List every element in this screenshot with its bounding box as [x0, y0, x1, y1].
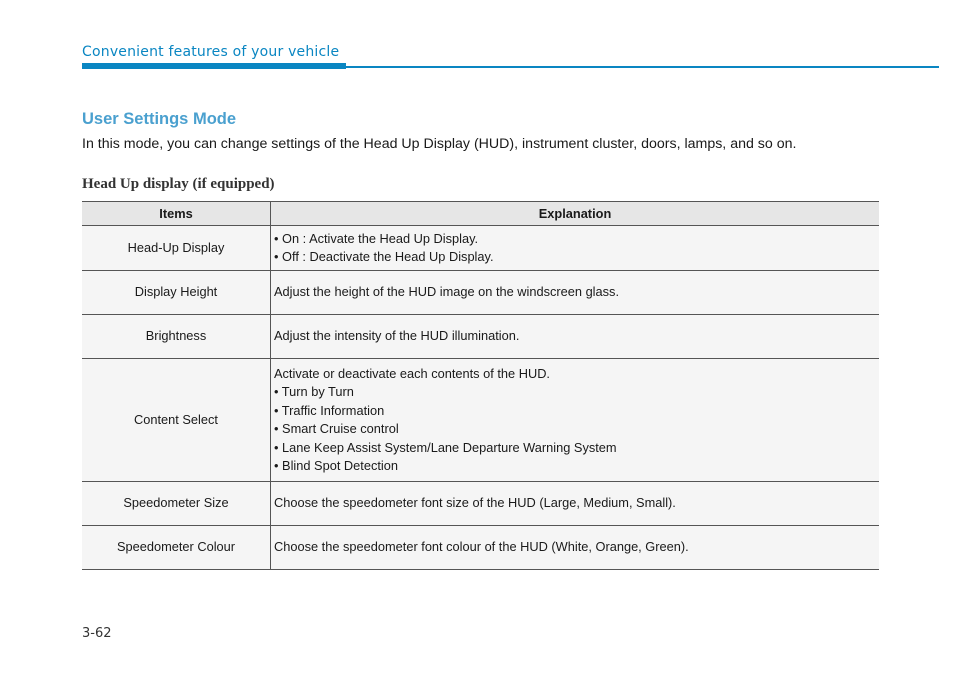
explanation-cell	[271, 271, 880, 315]
item-cell: Head-Up Display	[82, 226, 271, 271]
chapter-rule-thick	[82, 63, 346, 69]
chapter-header: Convenient features of your vehicle	[82, 44, 340, 60]
explanation-cell	[271, 359, 880, 482]
chapter-rule-thin	[346, 66, 939, 68]
section-intro: In this mode, you can change settings of the Head Up Display (HUD), instrument cluster, doors, lamps, and so on.	[82, 136, 797, 152]
explanation-line: • On : Activate the Head Up Display.	[274, 230, 479, 246]
table-row	[82, 315, 879, 359]
page-number: 3-62	[82, 626, 112, 641]
column-header-explanation: Explanation	[271, 202, 880, 226]
item-cell: Speedometer Size	[82, 482, 271, 526]
explanation-cell	[271, 526, 880, 570]
section-title: User Settings Mode	[82, 110, 237, 128]
table-row	[82, 271, 879, 315]
explanation-line: • Lane Keep Assist System/Lane Departure Warning System	[274, 439, 617, 455]
subsection-title: Head Up display (if equipped)	[82, 176, 275, 192]
explanation-line: Adjust the height of the HUD image on the windscreen glass.	[274, 284, 619, 300]
explanation-line: • Turn by Turn	[274, 384, 354, 399]
table-row	[82, 359, 879, 482]
item-cell: Content Select	[82, 359, 271, 482]
explanation-cell	[271, 226, 880, 271]
table-header-row	[82, 202, 879, 226]
explanation-line: Choose the speedometer font colour of the HUD (White, Orange, Green).	[274, 539, 689, 555]
table-row	[82, 482, 879, 526]
item-cell: Display Height	[82, 271, 271, 315]
column-header-items: Items	[82, 202, 271, 226]
hud-settings-table	[82, 201, 879, 570]
item-cell: Brightness	[82, 315, 271, 359]
explanation-line: • Blind Spot Detection	[274, 458, 398, 473]
item-cell: Speedometer Colour	[82, 526, 271, 570]
explanation-line: • Off : Deactivate the Head Up Display.	[274, 249, 494, 264]
explanation-line: Activate or deactivate each contents of the HUD.	[274, 365, 550, 381]
table-row	[82, 526, 879, 570]
table-row	[82, 226, 879, 271]
explanation-line: • Traffic Information	[274, 402, 385, 418]
explanation-cell	[271, 315, 880, 359]
explanation-line: Adjust the intensity of the HUD illumination.	[274, 328, 520, 344]
explanation-line: Choose the speedometer font size of the HUD (Large, Medium, Small).	[274, 495, 676, 511]
explanation-line: • Smart Cruise control	[274, 421, 399, 436]
explanation-cell	[271, 482, 880, 526]
